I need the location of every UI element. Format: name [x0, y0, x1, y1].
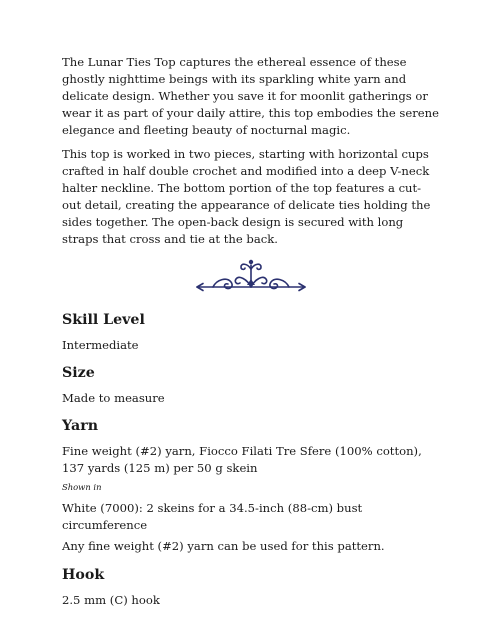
skill-level-heading: Skill Level	[62, 312, 145, 328]
intro-paragraph-1: The Lunar Ties Top captures the ethereal essence of these ghostly nighttime beings with its sparkling white yarn and delicate design. Whether you save it for moonlit gatherings or wear it as part of your daily attire, this top embodies the serene elegance and fleeting beauty of nocturnal magic.	[62, 55, 439, 137]
size-section	[62, 363, 440, 407]
skill-level-section	[62, 310, 440, 354]
yarn-heading: Yarn	[62, 418, 99, 434]
flourish-divider-icon	[193, 255, 309, 301]
yarn-section	[62, 416, 440, 555]
shown-in-text: White (7000): 2 skeins for a 34.5-inch (88-cm) bust circumference	[62, 501, 363, 532]
yarn-text: Fine weight (#2) yarn, Fiocco Filati Tre Sfere (100% cotton), 137 yards (125 m) per 50 g skein	[62, 444, 422, 475]
hook-heading: Hook	[62, 567, 105, 583]
yarn-substitute-text: Any fine weight (#2) yarn can be used for this pattern.	[62, 539, 385, 553]
shown-in-label: Shown in	[62, 482, 102, 492]
pattern-page	[62, 54, 440, 609]
intro-paragraph-2: This top is worked in two pieces, starting with horizontal cups crafted in half double crochet and modified into a deep V-neck halter neckline. The bottom portion of the top features a cut-out detail, creating the appearance of delicate ties holding the sides together. The open-back design is secured with long straps that cross and tie at the back.	[62, 147, 431, 246]
hook-section	[62, 565, 440, 609]
hook-text: 2.5 mm (C) hook	[62, 593, 160, 607]
size-heading: Size	[62, 365, 95, 381]
size-text: Made to measure	[62, 391, 165, 405]
skill-level-text: Intermediate	[62, 338, 139, 352]
